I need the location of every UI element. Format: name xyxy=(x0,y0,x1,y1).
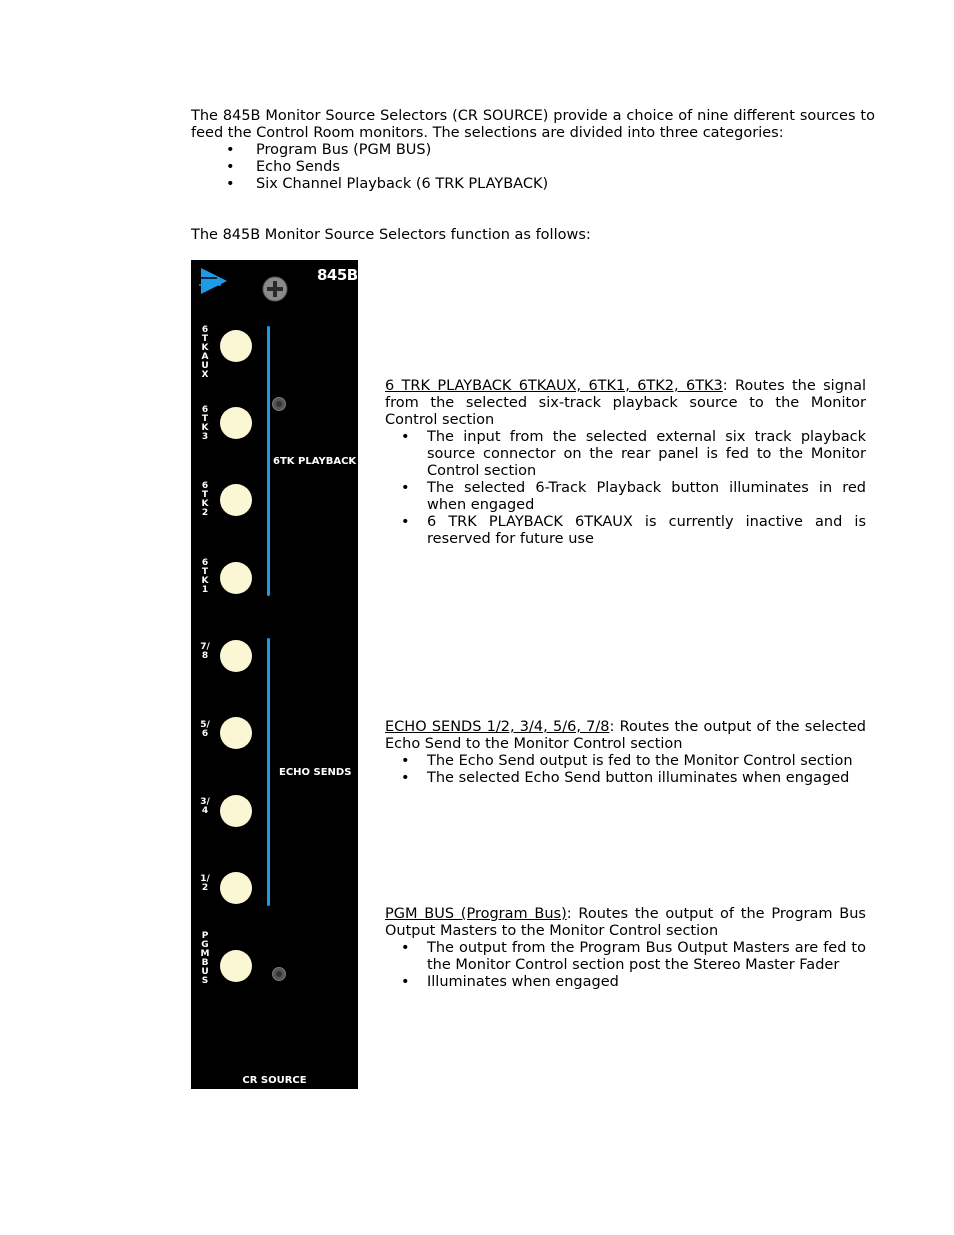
playback-text: : Routes the signal from the selected six-track playback source to the Monitor Control section xyxy=(385,378,867,428)
source-button-7-8[interactable] xyxy=(220,640,252,672)
category-list xyxy=(226,142,866,193)
model-label: 845B xyxy=(317,266,358,284)
echo-text: : Routes the output of the selected Echo Send to the Monitor Control section xyxy=(385,719,866,752)
source-button-5-6[interactable] xyxy=(220,717,252,749)
panel-footer-label: CR SOURCE xyxy=(242,1075,307,1086)
source-button-pgm-bus[interactable] xyxy=(220,950,252,982)
source-button-1-2[interactable] xyxy=(220,872,252,904)
list-item: • The Echo Send output is fed to the Monitor Control section xyxy=(401,753,866,770)
intro-paragraph: The 845B Monitor Source Selectors (CR SOURCE) provide a choice of nine different sources to feed the Control Room monitors. The selections are divided into three categories: xyxy=(191,108,875,141)
source-button-6tkaux[interactable] xyxy=(220,330,252,362)
button-label: 6TKAUX xyxy=(201,325,209,380)
source-button-3-4[interactable] xyxy=(220,795,252,827)
echo-heading: ECHO SENDS 1/2, 3/4, 5/6, 7/8 xyxy=(385,719,610,735)
playback-group-line xyxy=(267,326,270,596)
list-item: • Program Bus (PGM BUS) xyxy=(226,142,866,159)
list-item: • 6 TRK PLAYBACK 6TKAUX is currently inactive and is reserved for future use xyxy=(401,514,866,548)
list-item: • The selected 6-Track Playback button illuminates in red when engaged xyxy=(401,480,866,514)
indicator-led xyxy=(272,967,286,981)
button-label: 6TK3 xyxy=(201,405,209,442)
button-label: 6TK2 xyxy=(201,481,209,518)
source-button-6tk3[interactable] xyxy=(220,407,252,439)
cr-source-panel xyxy=(191,260,358,1089)
button-label: 6TK1 xyxy=(201,558,209,595)
list-item: • Echo Sends xyxy=(226,159,866,176)
echo-group-line xyxy=(267,638,270,906)
list-item: • The selected Echo Send button illuminates when engaged xyxy=(401,770,866,787)
button-label: PGMBUS xyxy=(200,931,210,986)
list-item: • The output from the Program Bus Output Masters are fed to the Monitor Control section post the Stereo Master Fader xyxy=(401,940,866,974)
function-intro: The 845B Monitor Source Selectors function as follows: xyxy=(191,227,591,243)
button-label: 7/8 xyxy=(200,642,210,661)
indicator-led xyxy=(272,397,286,411)
pgm-section xyxy=(385,906,866,991)
button-label: 5/6 xyxy=(200,720,210,739)
playback-section xyxy=(385,378,866,548)
logo-icon xyxy=(199,266,231,298)
playback-group-label: 6TK PLAYBACK xyxy=(273,456,357,467)
screw-icon xyxy=(262,276,288,302)
source-button-6tk2[interactable] xyxy=(220,484,252,516)
echo-section xyxy=(385,719,866,787)
list-item: • Illuminates when engaged xyxy=(401,974,866,991)
button-label: 3/4 xyxy=(200,797,210,816)
echo-group-label: ECHO SENDS xyxy=(279,767,352,778)
button-label: 1/2 xyxy=(200,874,210,893)
pgm-heading: PGM BUS (Program Bus) xyxy=(385,906,567,922)
pgm-text: : Routes the output of the Program Bus Output Masters to the Monitor Control section xyxy=(385,906,866,939)
playback-heading: 6 TRK PLAYBACK 6TKAUX, 6TK1, 6TK2, 6TK3 xyxy=(385,378,723,394)
list-item: • Six Channel Playback (6 TRK PLAYBACK) xyxy=(226,176,866,193)
list-item: • The input from the selected external six track playback source connector on the rear panel is fed to the Monitor Control section xyxy=(401,429,866,480)
source-button-6tk1[interactable] xyxy=(220,562,252,594)
